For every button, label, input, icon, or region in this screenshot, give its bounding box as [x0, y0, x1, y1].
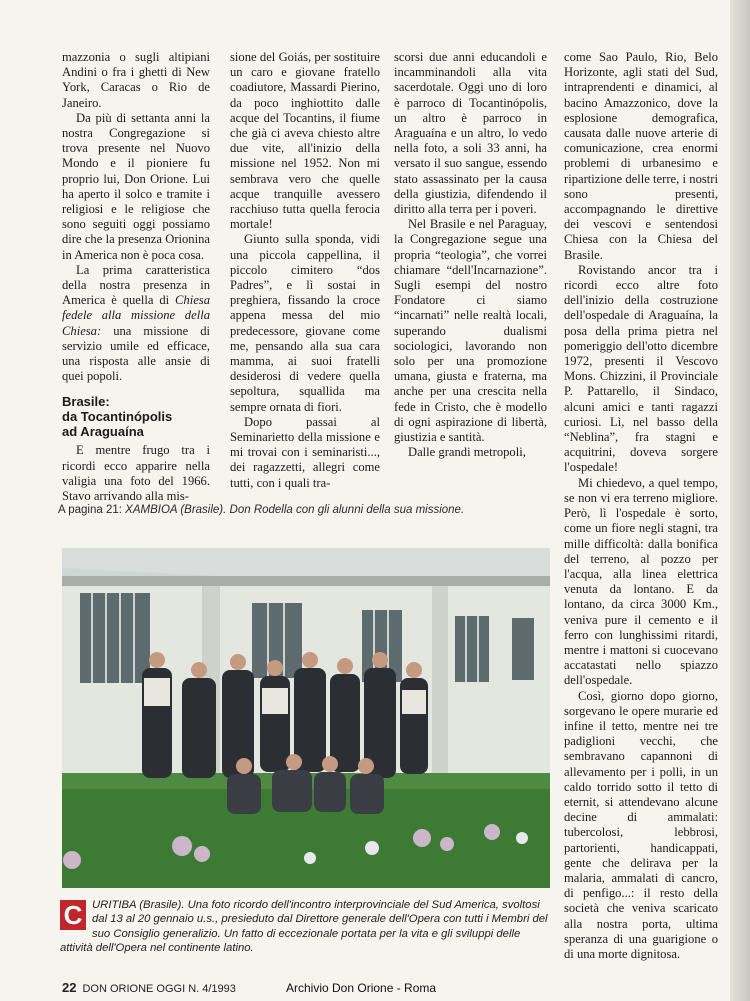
paragraph-emphasis: Chiesa fedele alla missione della Chiesa: [62, 293, 210, 338]
article-column-3 [394, 50, 547, 460]
paragraph: Da più di settanta anni la nostra Congregazione si trova presente nel Nuovo Mondo e il pioniere fu proprio lui, Don Orione. Lui ha aperto il solco e tramite i religiosi e le religiose che sono seguiti oggi possiamo dire che la presenza Orionina in America non è poca cosa. [62, 110, 210, 262]
paragraph: Giunto sulla sponda, vidi una piccola cappellina, il piccolo cimitero “dos Padres”, e lì sostai in preghiera, fissando la croce appena messa del mio predecessore, giovane come me, pensando alla sua cara mamma, ai suoi fratelli desiderosi di vedere quella sepoltura, squallida ma sempre ornata di fiori. [230, 232, 380, 414]
paragraph [62, 263, 210, 385]
magazine-issue: DON ORIONE OGGI N. 4/1993 [82, 983, 236, 995]
section-heading-line: ad Araguaína [62, 424, 144, 440]
page-edge [730, 0, 750, 1001]
paragraph-text: La prima caratteristica della nostra presenza in America è quella di [62, 262, 210, 308]
article-column-2 [230, 50, 380, 491]
article-column-4 [564, 50, 718, 980]
paragraph: Dalle grandi metropoli, [408, 445, 526, 460]
paragraph: E mentre frugo tra i ricordi ecco apparire nella valigia una foto del 1966. Stavo arrivando alla mis- [62, 443, 210, 504]
page-number: 22 [62, 980, 77, 995]
caption-prefix: A pagina 21: [58, 504, 126, 516]
paragraph: Mi chiedevo, a quel tempo, se non vi era terreno migliore. Però, lì l'ospedale è sorto, come un fiore negli stagni, tra mille difficoltà: dalla bonifica del terreno, al pozzo per l'acqua, alla linea elettrica venuta da lontano. E da lontano, da circa 3000 Km., veniva pure il cemento e il ferro con lunghissimi ritardi, mentre i mattoni si cuocevano accatastati nello spiazzo dell'ospedale. [564, 475, 718, 688]
caption-dropcap: C [60, 900, 86, 930]
section-heading-line: da Tocantinópolis [62, 409, 173, 425]
paragraph: sione del Goiás, per sostituire un caro e giovane fratello coadiutore, Massardi Pierino, da poco inghiottito dalle acque del Tocantins, il fiume che già ci aveva chiesto altre due vite, all'inizio della missione nel 1952. Non mi sembrava vero che quelle acque tranquille avessero racchiuso tutta quella ferocia mortale! [230, 50, 380, 232]
photo-caption-bottom [60, 898, 552, 956]
group-photo [62, 548, 550, 888]
paragraph: Dopo passai al Seminarietto della missione e mi trovai con i seminaristi..., dei ragazzetti, allegri come tutti, con i quali tra- [230, 414, 380, 490]
paragraph: Nel Brasile e nel Paraguay, la Congregazione segue una propria “teologia”, che vorrei chiamare “dell'Incarnazione”. Sugli esempi del nostro Fondatore ci siamo “incarnati” nelle realtà locali, superando dualismi sociologici, lavorando non solo per una promozione umana, giusta e fraterna, ma anche per una crescita nella fede in Cristo, che è modello di ogni aspirazione di libertà, giustizia e santità. [394, 217, 547, 445]
paragraph: scorsi due anni educandoli e incamminandoli alla vita sacerdotale. Oggi uno di loro è parroco di Tocantinópolis, un altro è parroco in Araguaína e un altro, lo vedo nella foto, a soli 33 anni, ha versato il suo sangue, essendo stato assassinato per la causa della giustizia, difendendo il diritto alla terra per i poveri. [394, 50, 547, 217]
page-footer [62, 980, 236, 995]
paragraph: Rovistando ancor tra i ricordi ecco altre foto dell'inizio della costruzione dell'ospedale di Araguaína, la posa della prima pietra nel pomeriggio dell'otto dicembre 1972, presenti il Vescovo Mons. Chizzini, il Provinciale P. Pattarello, il Sindaco, alcuni amici e tanti ragazzi curiosi. Lì, nel basso della “Neblina”, fra stagni e acquitrini, doveva sorgere l'ospedale! [564, 262, 718, 475]
article-column-1 [62, 50, 210, 504]
photo-caption-top [58, 504, 548, 516]
paragraph: Così, giorno dopo giorno, sorgevano le opere murarie ed infine il tetto, mentre nei tre padiglioni vecchi, che sembravano capannoni di allevamento per i polli, in un caldo torrido sotto il tetto di eternit, si attendevano alcune decine di ammalati: tubercolosi, lebbrosi, partorienti, handicappati, gente che delirava per la malaria, ammalati di cancro, di penfigo...: il resto della società che veniva scaricato alla nostra porta, ultima speranza di una guarigione o di una morte dignitosa. [564, 688, 718, 961]
paragraph: come Sao Paulo, Rio, Belo Horizonte, agli stati del Sud, intraprendenti e dinamici, al bacino Amazzonico, dove la esplosione demografica, causata dalle nuove arterie di comunicazione, crea enormi problemi di urbanesimo e ripartizione delle terre, i nostri sono presenti, accompagnando le direttive dei vescovi e sentendosi Chiesa con la Chiesa del Brasile. [564, 50, 718, 262]
section-heading [62, 394, 210, 439]
archive-watermark: Archivio Don Orione - Roma [286, 981, 437, 995]
group-photo-illustration [62, 548, 550, 888]
paragraph-text: una missione di servizio umile ed efficace, una risposta alle ansie di quei popoli. [62, 323, 210, 384]
section-heading-line: Brasile: [62, 394, 110, 410]
caption-italic: XAMBIOA (Brasile). Don Rodella con gli alunni della sua missione. [125, 504, 465, 516]
paragraph: mazzonia o sugli altipiani Andini o fra i ghetti di New York, Caracas o Rio de Janeiro. [62, 50, 210, 110]
caption-text: URITIBA (Brasile). Una foto ricordo dell'incontro interprovinciale del Sud America, svoltosi dal 13 al 20 gennaio u.s., presieduto dal Direttore generale dell'Opera con tutti i Membri del suo Consiglio generalizio. Un fatto di eccezionale portata per la vita e gli sviluppi delle attività dell'Opera nel continente latino. [60, 899, 548, 955]
